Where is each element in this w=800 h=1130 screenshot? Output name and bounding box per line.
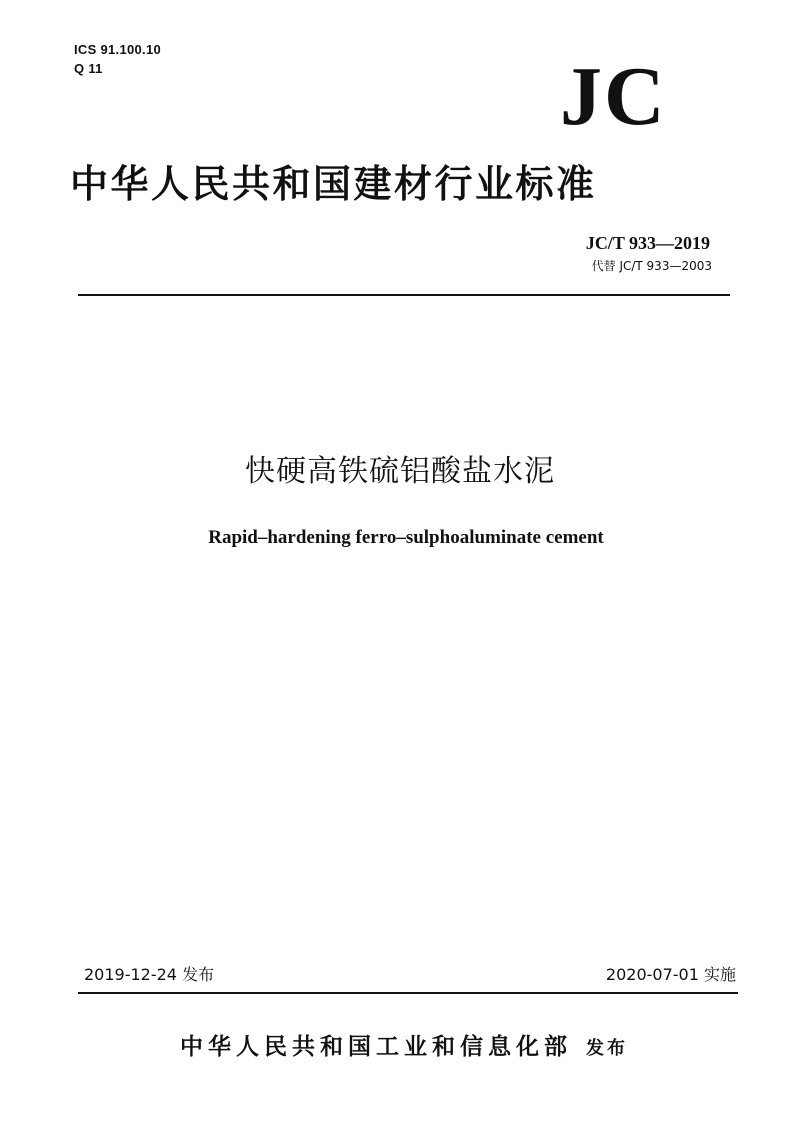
classification-codes (74, 40, 161, 78)
jc-logo: JC (560, 50, 667, 143)
publisher-line (180, 1030, 628, 1066)
standard-number: JC/T 933—2019 (585, 233, 710, 253)
document-title-english: Rapid–hardening ferro–sulphoaluminate cement (208, 527, 604, 548)
bottom-divider (78, 992, 738, 994)
document-title-chinese: 快硬高铁硫铝酸盐水泥 (245, 454, 555, 489)
publisher-action: 发布 (586, 1038, 628, 1059)
standard-category-heading: 中华人民共和国建材行业标准 (70, 162, 597, 206)
top-divider (78, 294, 730, 296)
ccs-code: Q 11 (74, 61, 103, 76)
implementation-date: 2020-07-01 实施 (605, 965, 736, 984)
publisher-name: 中华人民共和国工业和信息化部 (180, 1034, 572, 1060)
issue-date: 2019-12-24 发布 (84, 965, 215, 984)
ics-code: ICS 91.100.10 (74, 42, 162, 57)
supersedes-note: 代替 JC/T 933—2003 (591, 259, 712, 273)
